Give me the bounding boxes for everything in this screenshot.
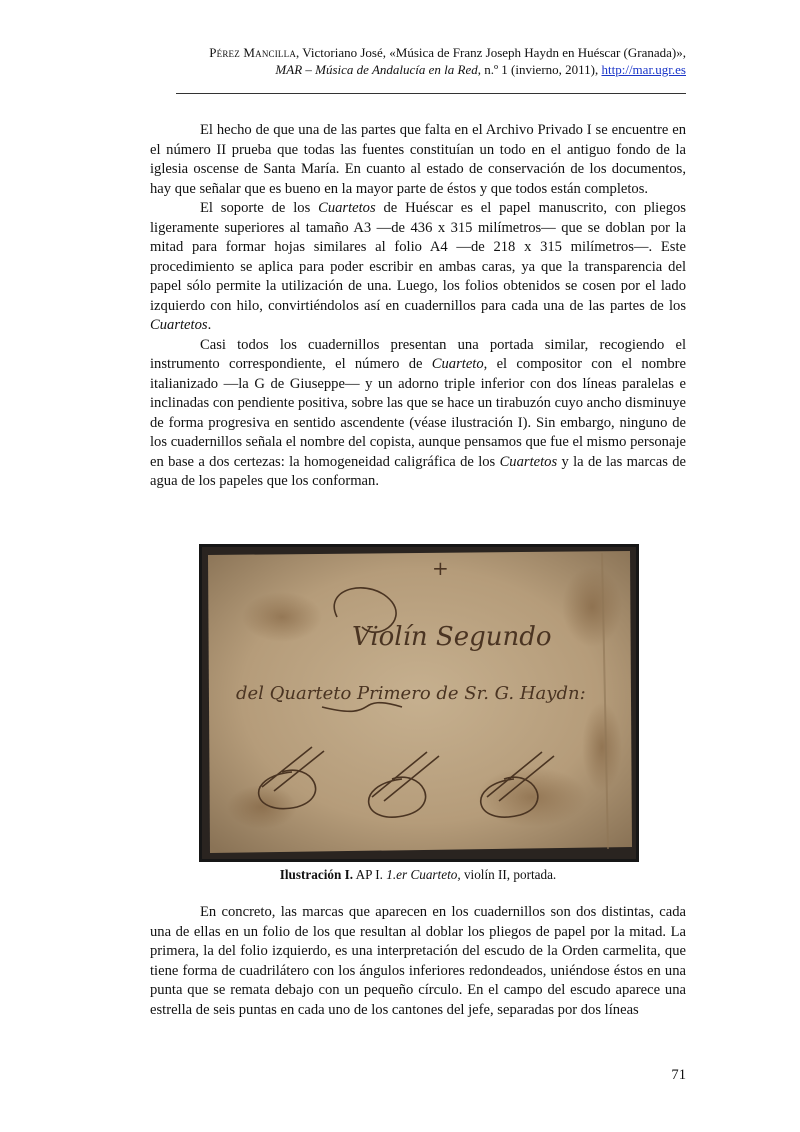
manuscript-title-line-1: Violín Segundo	[352, 622, 552, 652]
header-journal: MAR – Música de Andalucía en la Red	[275, 62, 478, 77]
paragraph-2-text-c: .	[207, 317, 212, 333]
caption-text-b: violín II, portada.	[460, 867, 557, 882]
paragraph-4: En concreto, las marcas que aparecen en los cuadernillos son dos distintas, cada una de ellas en un folio de los que resultan al doblar los pliegos de papel por la mitad. La primera, la del folio izquierdo, es una interpretación del escudo de la Orden carmelita, que tiene forma de cuadrilátero con los ángulos inferiores redondeados, uniéndose éstos en una punta que se remata debajo con un pequeño círculo. En el campo del escudo aparece una estrella de seis puntas en cada uno de los cantones del jefe, separadas por dos líneas	[150, 904, 686, 1018]
illustration-manuscript-photo	[199, 544, 639, 862]
header-line-2	[150, 61, 686, 78]
header-issue: , n.º 1 (invierno, 2011),	[477, 62, 602, 77]
paragraph-3-italic-1: Cuarteto	[431, 356, 484, 372]
manuscript-mark: +	[432, 556, 449, 580]
header-author-rest: , Victoriano José, «Música de Franz Joseph Haydn en Huéscar (Granada)»,	[296, 45, 686, 60]
header-author-surname: Pérez Mancilla	[209, 45, 297, 60]
manuscript-cover-image	[202, 547, 636, 859]
paragraph-2-text-b: de Huéscar es el papel manuscrito, con pliegos ligeramente superiores al tamaño A3 —de 436 x 315 milímetros— que se doblan por la mitad para formar hojas similares al folio A4 —de 218 x 315 milímetros—. Este procedimiento se aplica para poder escribir en ambas caras, ya que la transparencia del papel sólo permite la utilización de una. Luego, los folios obtenidos se cosen por el lado izquierdo con hilo, convirtiéndolos así en cuadernillos para cada una de las partes de los	[150, 200, 686, 314]
caption-text-a: AP I.	[353, 867, 387, 882]
body-text-upper	[150, 121, 686, 492]
paragraph-3	[150, 336, 686, 492]
paper-stain	[227, 785, 297, 829]
paragraph-1: El hecho de que una de las partes que falta en el Archivo Privado I se encuentre en el número II prueba que todas las fuentes constituían un todo en el antiguo fondo de la iglesia oscense de Santa María. En cuanto al estado de conservación de los documentos, hay que señalar que es bueno en la mayor parte de éstos y que todos están completos.	[150, 122, 686, 197]
paragraph-3-italic-2: Cuartetos	[499, 453, 558, 470]
paper-stain	[242, 592, 322, 642]
page-number: 71	[671, 1067, 686, 1083]
running-header	[150, 44, 686, 78]
header-rule	[176, 93, 686, 94]
paper-stain	[477, 767, 587, 827]
paragraph-3-text-c: y la de las marcas de agua de los papeles que los conforman.	[150, 453, 686, 489]
paper-stain	[562, 567, 622, 647]
header-url-link[interactable]: http://mar.ugr.es	[601, 62, 686, 77]
paragraph-3-text-a: Casi todos los cuadernillos presentan una portada similar, recogiendo el instrumento correspondiente, el número de	[150, 336, 686, 372]
caption-italic: 1.er Cuarteto,	[386, 867, 461, 882]
paragraph-2-italic-2: Cuartetos	[150, 317, 208, 333]
header-line-1	[150, 44, 686, 61]
caption-label: Ilustración I.	[279, 867, 354, 882]
manuscript-title-line-2: del Quarteto Primero de Sr. G. Haydn:	[236, 683, 586, 704]
paragraph-2-text-a: El soporte de los	[200, 200, 319, 216]
paragraph-2-italic-1: Cuartetos	[318, 200, 376, 216]
body-text-lower	[150, 903, 686, 1020]
figure-caption	[150, 866, 686, 883]
paper-stain	[582, 702, 622, 792]
paragraph-2	[150, 199, 686, 336]
paragraph-3-text-b: , el compositor con el nombre italianizado —la G de Giuseppe— y un adorno triple inferior con dos líneas paralelas e inclinadas con pendiente positiva, sobre las que se hace un tirabuzón cuyo ancho disminuye de forma progresiva en sentido ascendente (véase ilustración I). Sin embargo, ninguno de los cuadernillos señala el nombre del copista, aunque pensamos que fue el mismo personaje en base a dos certezas: la homogeneidad caligráfica de los	[150, 356, 686, 470]
